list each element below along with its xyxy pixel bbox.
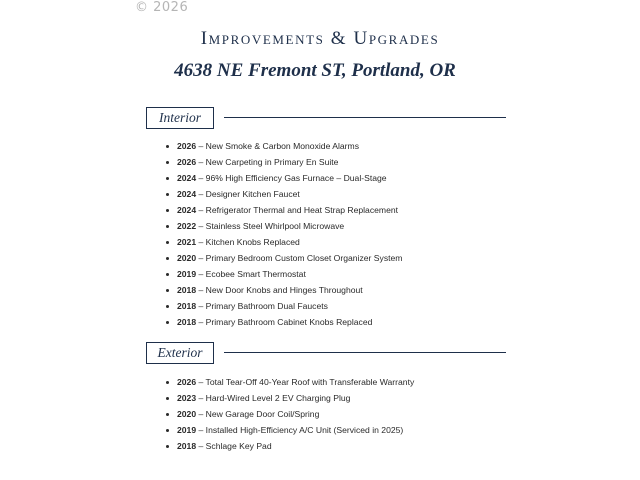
item-year: 2018 [177, 301, 197, 311]
list-item [163, 141, 402, 157]
item-year: 2018 [177, 285, 197, 295]
section-divider [224, 352, 506, 353]
exterior-list [163, 377, 414, 457]
item-text: – Installed High-Efficiency A/C Unit (Serviced in 2025) [196, 425, 404, 435]
bullet-icon [166, 413, 169, 416]
list-item [163, 393, 414, 409]
section-label-interior: Interior [146, 107, 214, 129]
list-item [163, 253, 402, 269]
section-header-exterior [146, 342, 506, 364]
item-year: 2022 [177, 221, 197, 231]
item-text: – Hard-Wired Level 2 EV Charging Plug [196, 393, 351, 403]
list-item [163, 173, 402, 189]
item-year: 2026 [177, 377, 197, 387]
property-address: 4638 NE Fremont ST, Portland, OR [174, 60, 456, 81]
item-text: – Kitchen Knobs Replaced [196, 237, 300, 247]
item-text: – Primary Bathroom Cabinet Knobs Replaced [196, 317, 373, 327]
bullet-icon [166, 257, 169, 260]
section-label-exterior: Exterior [146, 342, 214, 364]
bullet-icon [166, 177, 169, 180]
bullet-icon [166, 241, 169, 244]
bullet-icon [166, 145, 169, 148]
bullet-icon [166, 445, 169, 448]
section-header-interior [146, 107, 506, 129]
bullet-icon [166, 209, 169, 212]
item-text: – Total Tear-Off 40-Year Roof with Transferable Warranty [196, 377, 415, 387]
copyright-watermark: © 2026 [135, 0, 189, 15]
item-year: 2018 [177, 441, 197, 451]
bullet-icon [166, 305, 169, 308]
item-year: 2026 [177, 157, 197, 167]
bullet-icon [166, 161, 169, 164]
item-year: 2018 [177, 317, 197, 327]
bullet-icon [166, 397, 169, 400]
item-text: – Ecobee Smart Thermostat [196, 269, 306, 279]
list-item [163, 377, 414, 393]
item-text: – Primary Bathroom Dual Faucets [196, 301, 328, 311]
list-item [163, 189, 402, 205]
item-year: 2026 [177, 141, 197, 151]
item-text: – New Garage Door Coil/Spring [196, 409, 320, 419]
bullet-icon [166, 381, 169, 384]
bullet-icon [166, 193, 169, 196]
list-item [163, 221, 402, 237]
item-year: 2023 [177, 393, 197, 403]
section-divider [224, 117, 506, 118]
list-item [163, 285, 402, 301]
item-text: – Primary Bedroom Custom Closet Organizer System [196, 253, 403, 263]
bullet-icon [166, 273, 169, 276]
item-year: 2024 [177, 173, 197, 183]
item-year: 2024 [177, 189, 197, 199]
item-text: – Schlage Key Pad [196, 441, 272, 451]
item-text: – New Smoke & Carbon Monoxide Alarms [196, 141, 359, 151]
list-item [163, 409, 414, 425]
bullet-icon [166, 429, 169, 432]
item-year: 2020 [177, 253, 197, 263]
item-text: – New Door Knobs and Hinges Throughout [196, 285, 363, 295]
item-year: 2021 [177, 237, 197, 247]
list-item [163, 237, 402, 253]
item-text: – 96% High Efficiency Gas Furnace – Dual-Stage [196, 173, 387, 183]
item-text: – Stainless Steel Whirlpool Microwave [196, 221, 345, 231]
list-item [163, 301, 402, 317]
item-year: 2024 [177, 205, 197, 215]
list-item [163, 157, 402, 173]
item-text: – Refrigerator Thermal and Heat Strap Replacement [196, 205, 399, 215]
list-item [163, 269, 402, 285]
interior-list [163, 141, 402, 333]
page-title: Improvements & Upgrades [200, 28, 440, 49]
item-year: 2020 [177, 409, 197, 419]
bullet-icon [166, 289, 169, 292]
item-text: – Designer Kitchen Faucet [196, 189, 300, 199]
list-item [163, 205, 402, 221]
item-year: 2019 [177, 425, 197, 435]
item-text: – New Carpeting in Primary En Suite [196, 157, 339, 167]
bullet-icon [166, 225, 169, 228]
bullet-icon [166, 321, 169, 324]
list-item [163, 425, 414, 441]
list-item [163, 441, 414, 457]
item-year: 2019 [177, 269, 197, 279]
list-item [163, 317, 402, 333]
